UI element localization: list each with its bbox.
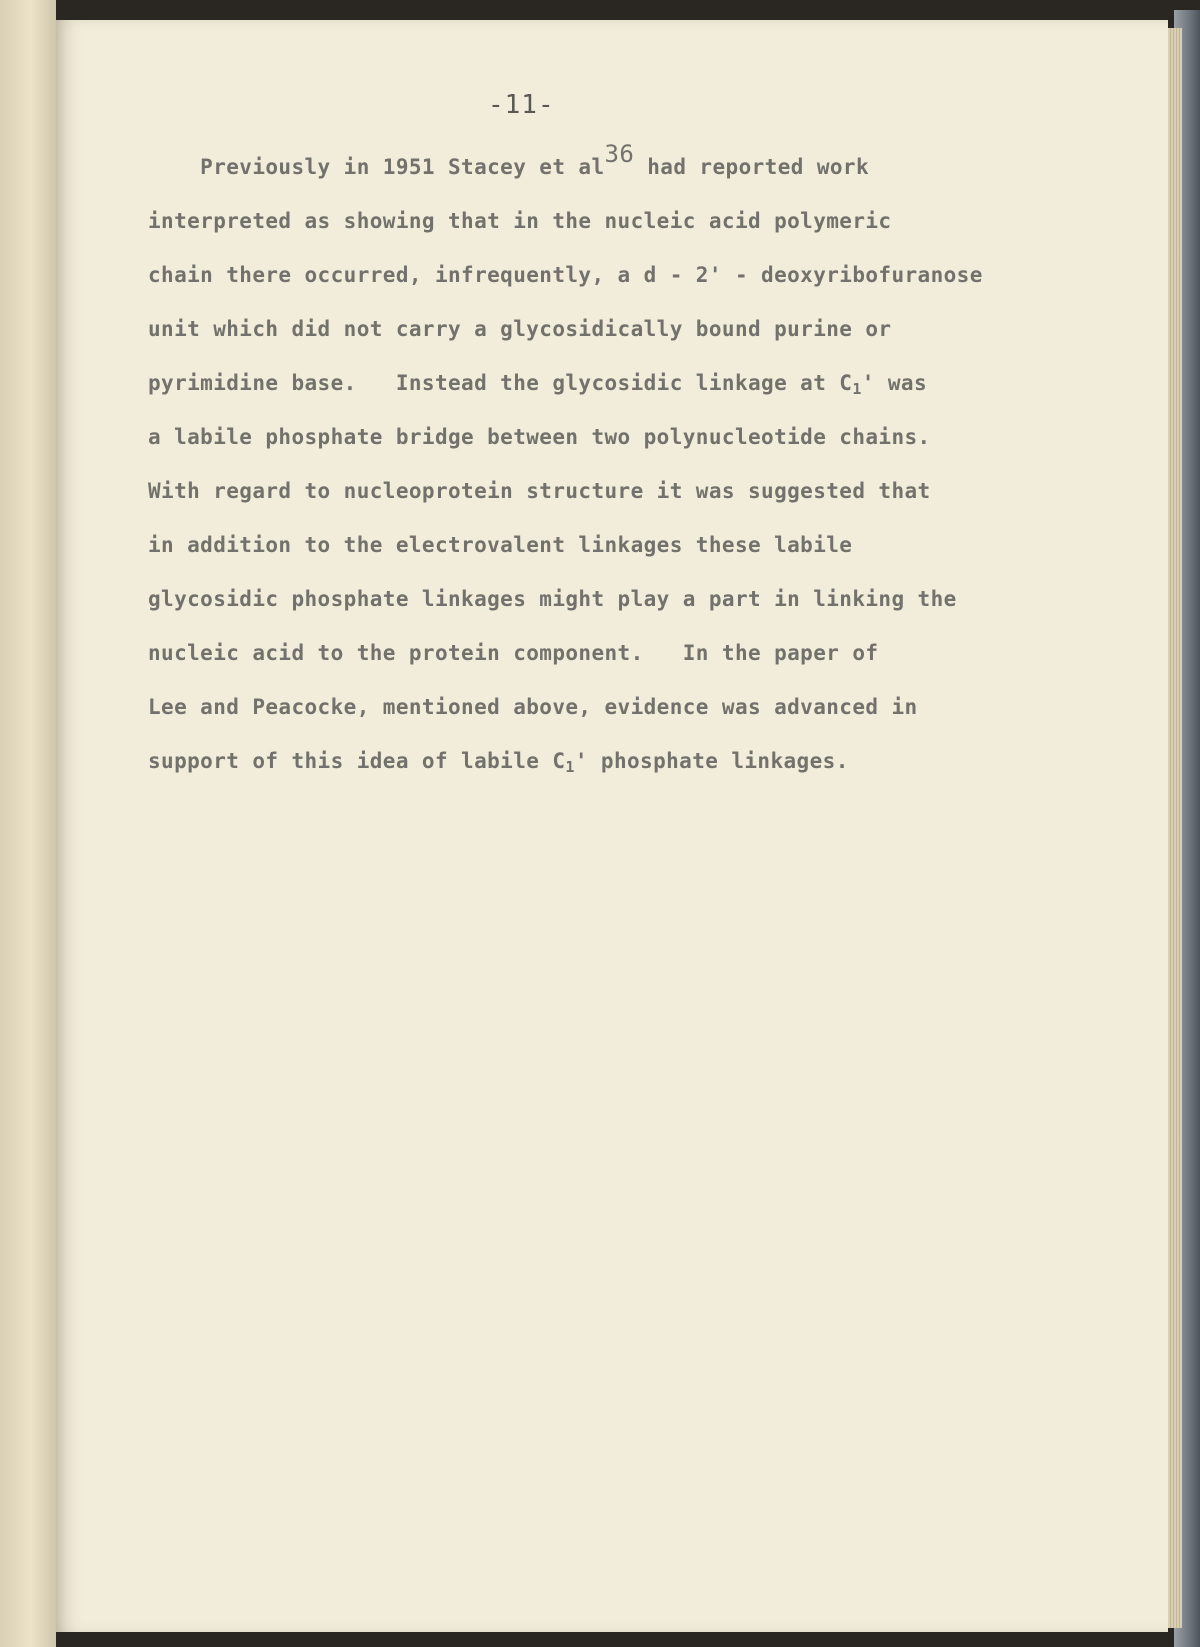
body-text: [148, 140, 1148, 788]
text-line: unit which did not carry a glycosidically bound purine or: [148, 317, 892, 341]
text-line: With regard to nucleoprotein structure it was suggested that: [148, 479, 931, 503]
text-line: a labile phosphate bridge between two polynucleotide chains.: [148, 425, 931, 449]
text-line: [148, 356, 1148, 410]
text-line: interpreted as showing that in the nucleic acid polymeric: [148, 209, 892, 233]
text-line: nucleic acid to the protein component. In the paper of: [148, 641, 879, 665]
line-text: had reported work: [634, 155, 869, 179]
document-page: [56, 20, 1168, 1632]
line-text: ' phosphate linkages.: [574, 749, 849, 773]
text-line: glycosidic phosphate linkages might play a part in linking the: [148, 587, 957, 611]
binding-gutter: [0, 0, 56, 1647]
text-line: in addition to the electrovalent linkages these labile: [148, 533, 853, 557]
line-text: ' was: [861, 371, 927, 395]
line-text: Previously in 1951 Stacey et al: [148, 155, 605, 179]
carbon-subscript: 1: [565, 758, 575, 776]
text-line: chain there occurred, infrequently, a d - 2' - deoxyribofuranose: [148, 263, 983, 287]
text-line: [148, 734, 1148, 788]
reference-superscript: 36: [604, 140, 635, 168]
text-line: [148, 140, 1148, 194]
page-number: -11-: [488, 90, 555, 120]
carbon-subscript: 1: [852, 380, 862, 398]
page-stack-edge: [1168, 28, 1182, 1628]
line-text: support of this idea of labile C: [148, 749, 566, 773]
text-line: Lee and Peacocke, mentioned above, evidence was advanced in: [148, 695, 918, 719]
line-text: pyrimidine base. Instead the glycosidic linkage at C: [148, 371, 853, 395]
